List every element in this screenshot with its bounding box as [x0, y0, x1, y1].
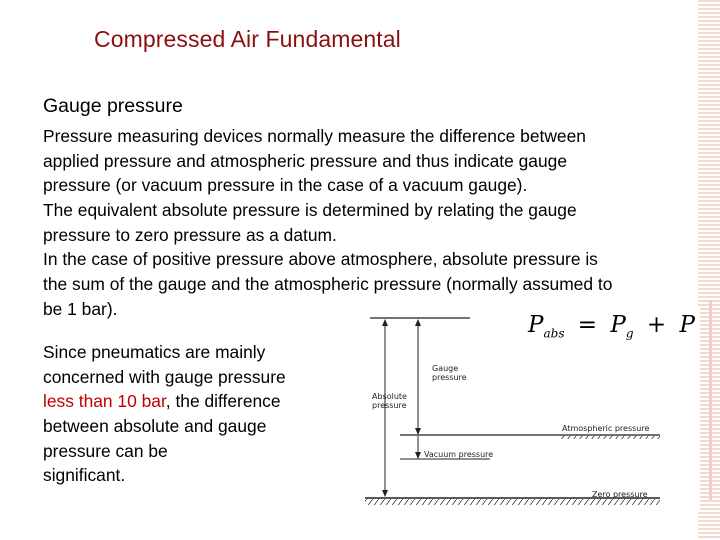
zero-pressure-label: Zero pressure: [592, 490, 648, 499]
note-line: pressure can be: [43, 440, 168, 461]
note-line-rest: , the difference: [165, 391, 281, 412]
formula-equals: =: [577, 312, 598, 338]
absolute-label-line: Absolute: [372, 392, 407, 401]
absolute-pressure-label: [372, 392, 407, 410]
absolute-arrow-head-bottom: [382, 490, 388, 497]
absolute-pressure-formula: [528, 312, 695, 341]
formula-term1-sub: g: [625, 326, 634, 341]
atmospheric-pressure-label: Atmospheric pressure: [562, 424, 650, 433]
section-heading: Gauge pressure: [43, 95, 183, 117]
formula-lhs: P: [528, 312, 544, 338]
absolute-label-line: pressure: [372, 401, 407, 410]
gauge-label-line: Gauge: [432, 364, 459, 373]
slide-title: Compressed Air Fundamental: [94, 26, 401, 52]
paragraph-line: Pressure measuring devices normally measure the difference between: [43, 126, 586, 146]
formula-term1: P: [610, 312, 626, 338]
decorative-edge-bar: [709, 300, 712, 500]
absolute-arrow-head-top: [382, 319, 388, 326]
zero-hatch: [365, 499, 660, 505]
pneumatics-note: [43, 340, 286, 488]
gauge-pressure-label: [432, 364, 467, 382]
paragraph-line: the sum of the gauge and the atmospheric pressure (normally assumed to: [43, 274, 613, 295]
paragraph-line: applied pressure and atmospheric pressure and thus indicate gauge: [43, 150, 567, 171]
paragraph-line: be 1 bar).: [43, 298, 118, 319]
highlight-text: less than 10 bar: [43, 391, 166, 412]
formula-term2: P: [679, 312, 695, 338]
note-line: concerned with gauge pressure: [43, 366, 286, 387]
gauge-arrow-head-bottom: [415, 428, 421, 435]
paragraph-line: pressure (or vacuum pressure in the case of a vacuum gauge).: [43, 175, 528, 196]
vacuum-arrow-head: [415, 452, 421, 459]
note-line: [43, 389, 286, 414]
body-paragraph: [43, 124, 612, 322]
note-line: significant.: [43, 465, 126, 486]
note-line: between absolute and gauge: [43, 416, 267, 437]
atmospheric-hatch: [560, 435, 660, 439]
paragraph-line: The equivalent absolute pressure is determined by relating the gauge: [43, 200, 577, 221]
note-line: Since pneumatics are mainly: [43, 342, 266, 362]
vacuum-pressure-label: Vacuum pressure: [424, 450, 494, 459]
paragraph-line: pressure to zero pressure as a datum.: [43, 224, 337, 245]
paragraph-line: In the case of positive pressure above atmosphere, absolute pressure is: [43, 249, 598, 270]
formula-plus: +: [646, 312, 667, 338]
gauge-label-line: pressure: [432, 373, 467, 382]
formula-lhs-sub: abs: [543, 326, 565, 341]
gauge-arrow-head-top: [415, 319, 421, 326]
